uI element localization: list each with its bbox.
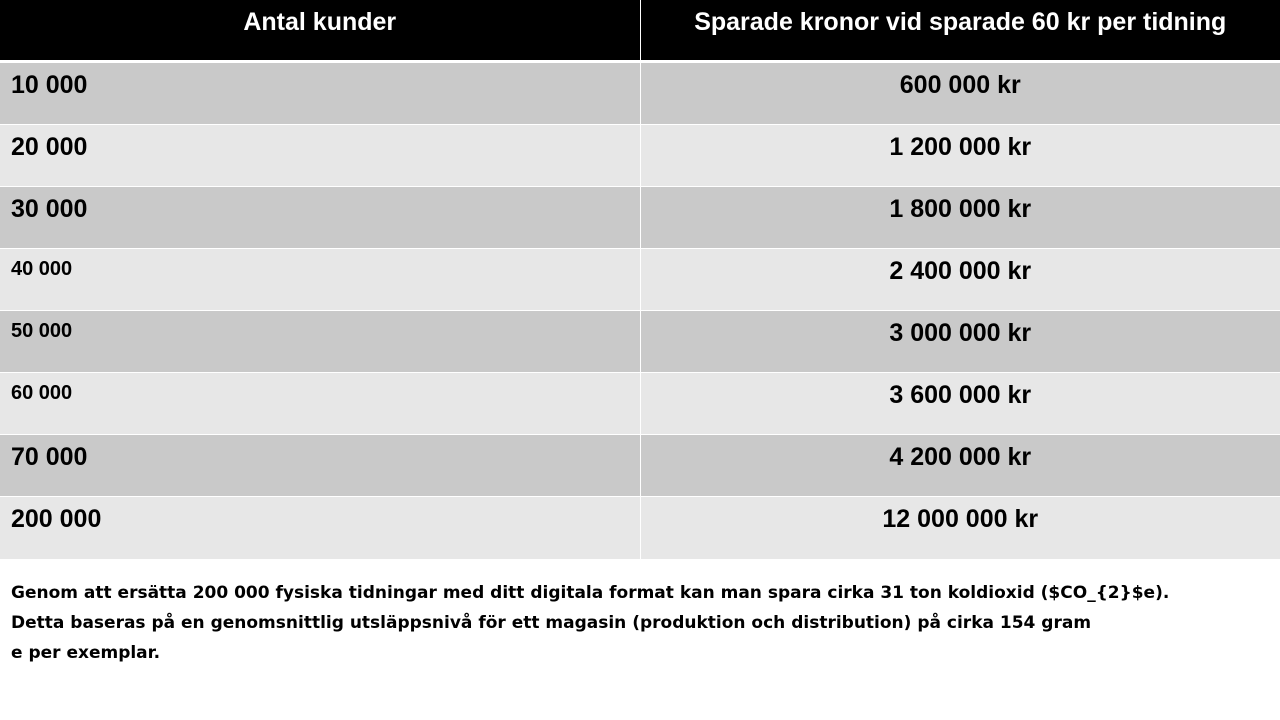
cell-customers: 50 000 bbox=[0, 311, 640, 373]
cell-savings: 600 000 kr bbox=[640, 62, 1280, 125]
table-row bbox=[0, 125, 1280, 187]
cell-savings: 3 600 000 kr bbox=[640, 373, 1280, 435]
footnote-text bbox=[11, 578, 1261, 668]
cell-customers: 40 000 bbox=[0, 249, 640, 311]
cell-savings: 1 800 000 kr bbox=[640, 187, 1280, 249]
cell-customers: 10 000 bbox=[0, 62, 640, 125]
table-row bbox=[0, 249, 1280, 311]
footnote-line: e per exemplar. bbox=[11, 643, 161, 663]
table-row bbox=[0, 62, 1280, 125]
cell-savings: 4 200 000 kr bbox=[640, 435, 1280, 497]
cell-customers: 70 000 bbox=[0, 435, 640, 497]
footnote-line: Genom att ersätta 200 000 fysiska tidningar med ditt digitala format kan man spara cirka 31 ton koldioxid ($CO_{2}$e). bbox=[11, 583, 1170, 603]
cell-customers: 200 000 bbox=[0, 497, 640, 560]
header-customers: Antal kunder bbox=[0, 0, 640, 62]
cell-savings: 12 000 000 kr bbox=[640, 497, 1280, 560]
cell-savings: 2 400 000 kr bbox=[640, 249, 1280, 311]
table-row bbox=[0, 311, 1280, 373]
cell-customers: 30 000 bbox=[0, 187, 640, 249]
footnote-line: Detta baseras på en genomsnittlig utsläppsnivå för ett magasin (produktion och distribution) på cirka 154 gram bbox=[11, 613, 1092, 633]
table-row bbox=[0, 373, 1280, 435]
table-row bbox=[0, 497, 1280, 560]
table-row bbox=[0, 187, 1280, 249]
table-row bbox=[0, 435, 1280, 497]
table-header-row bbox=[0, 0, 1280, 62]
cell-customers: 60 000 bbox=[0, 373, 640, 435]
cell-customers: 20 000 bbox=[0, 125, 640, 187]
cell-savings: 1 200 000 kr bbox=[640, 125, 1280, 187]
cell-savings: 3 000 000 kr bbox=[640, 311, 1280, 373]
header-savings: Sparade kronor vid sparade 60 kr per tidning bbox=[640, 0, 1280, 62]
